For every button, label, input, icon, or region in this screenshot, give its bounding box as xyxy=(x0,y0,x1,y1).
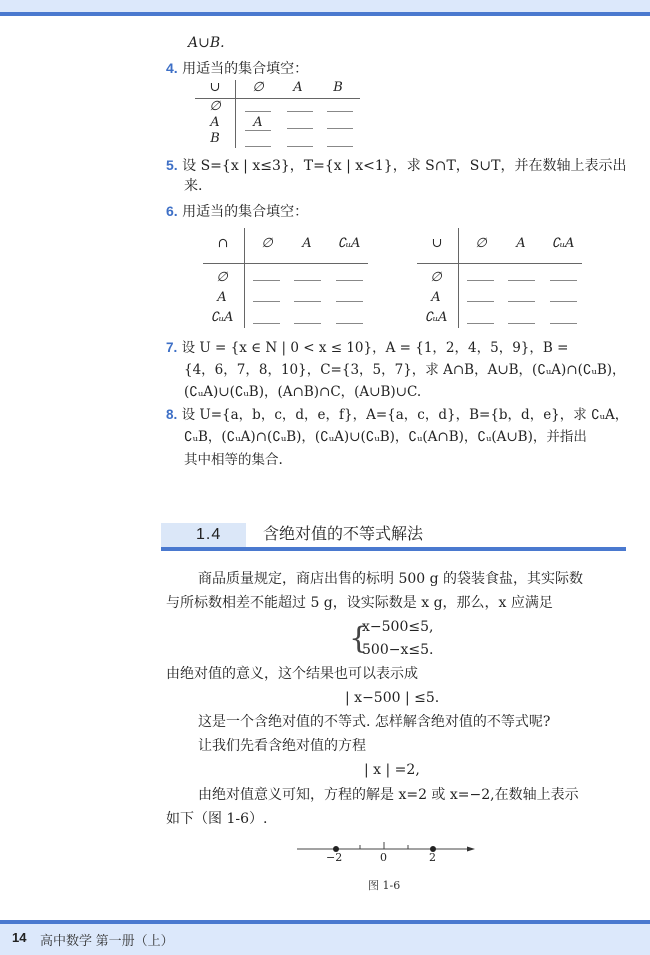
exercise-number: 6. xyxy=(166,203,178,219)
paragraph-1-line1: 商品质量规定，商店出售的标明 500 g 的袋装食盐，其实际数 xyxy=(198,571,584,587)
blank xyxy=(245,111,271,112)
paragraph-5-line2: 如下（图 1-6）. xyxy=(166,811,268,827)
exercise-5 xyxy=(166,155,626,176)
exercise-7 xyxy=(166,338,568,358)
blank xyxy=(245,130,271,131)
row-header: A xyxy=(431,290,441,305)
union-table-q6 xyxy=(417,228,582,328)
system-line-2: 500−x≤5. xyxy=(362,642,434,658)
row-header: ∅ xyxy=(430,270,442,285)
row-header: A xyxy=(217,290,227,305)
paragraph-4: 让我们先看含绝对值的方程 xyxy=(198,738,366,754)
row-header: A xyxy=(210,115,220,130)
number-line xyxy=(295,838,480,868)
row-header: ∁ᵤA xyxy=(210,310,234,325)
exercise-7-line2: {4，6，7，8，10}，C={3，5，7}，求 A∩B，A∪B，(∁ᵤA)∩(∁ᵤB)， xyxy=(184,362,626,378)
exercise-number: 7. xyxy=(166,340,178,355)
row-header: B xyxy=(210,131,220,146)
row-header: ∅ xyxy=(216,270,228,285)
filled-cell: A xyxy=(253,115,263,130)
table-operator: ∩ xyxy=(217,236,229,251)
exercise-8-line3: 其中相等的集合. xyxy=(184,452,283,468)
blank xyxy=(287,111,313,112)
section-title: 含绝对值的不等式解法 xyxy=(263,526,424,543)
exercise-number: 5. xyxy=(166,157,178,173)
figure-caption: 图 1-6 xyxy=(368,879,401,892)
row-header: ∁ᵤA xyxy=(424,310,448,325)
header-band xyxy=(0,0,650,12)
section-number: 1.4 xyxy=(196,526,222,543)
table-operator: ∪ xyxy=(431,236,443,251)
blank xyxy=(245,146,271,147)
tick-label: 2 xyxy=(429,851,436,864)
prev-exercise-tail: A∪B. xyxy=(188,35,225,51)
intersection-table-q6 xyxy=(203,228,368,328)
exercise-text: 用适当的集合填空： xyxy=(182,204,309,220)
col-header: ∁ᵤA xyxy=(551,236,575,251)
system-brace: { xyxy=(349,621,369,656)
exercise-4 xyxy=(166,58,308,79)
page-number: 14 xyxy=(12,930,27,945)
exercise-6 xyxy=(166,201,308,222)
system-line-1: x−500≤5, xyxy=(362,619,434,635)
exercise-text-line1: 设 S={x | x≤3}，T={x | x<1}，求 S∩T，S∪T，并在数轴上表示出 xyxy=(182,158,627,174)
col-header: ∁ᵤA xyxy=(337,236,361,251)
book-title: 高中数学 第一册（上） xyxy=(40,933,174,948)
exercise-7-line3: (∁ᵤA)∪(∁ᵤB)，(A∩B)∩C，(A∪B)∪C. xyxy=(184,384,422,400)
blank xyxy=(327,146,353,147)
table-operator: ∪ xyxy=(209,80,221,95)
tick-label: −2 xyxy=(326,851,343,864)
blank xyxy=(327,111,353,112)
exercise-number: 4. xyxy=(166,60,178,76)
equation-1: | x−500 | ≤5. xyxy=(345,690,440,706)
blank xyxy=(287,146,313,147)
col-header: ∅ xyxy=(252,80,264,95)
paragraph-1-line2: 与所标数相差不能超过 5 g，设实际数是 x g，那么，x 应满足 xyxy=(166,595,553,611)
number-line-figure xyxy=(295,838,480,868)
section-rule xyxy=(161,547,626,551)
blank xyxy=(287,128,313,129)
equation-2: | x | =2, xyxy=(364,762,420,778)
col-header: A xyxy=(302,236,312,251)
union-table-q4 xyxy=(195,80,365,148)
exercise-number: 8. xyxy=(166,407,178,422)
tick-label: 0 xyxy=(380,851,387,864)
col-header: A xyxy=(293,80,303,95)
col-header: ∅ xyxy=(261,236,273,251)
paragraph-2: 由绝对值的意义，这个结果也可以表示成 xyxy=(166,666,418,682)
col-header: B xyxy=(333,80,343,95)
col-header: A xyxy=(516,236,526,251)
row-header: ∅ xyxy=(209,99,221,114)
blank xyxy=(327,128,353,129)
exercise-text: 用适当的集合填空： xyxy=(182,61,309,77)
exercise-8-line2: ∁ᵤB，(∁ᵤA)∩(∁ᵤB)，(∁ᵤA)∪(∁ᵤB)，∁ᵤ(A∩B)，∁ᵤ(A∪B)，并指出 xyxy=(184,429,587,445)
col-header: ∅ xyxy=(475,236,487,251)
exercise-text-line1: 设 U = {x ∈ N | 0 < x ≤ 10}，A = {1，2，4，5，9}，B = xyxy=(181,340,569,356)
exercise-8 xyxy=(166,405,628,425)
paragraph-5-line1: 由绝对值意义可知，方程的解是 x=2 或 x=−2,在数轴上表示 xyxy=(198,787,579,803)
paragraph-3: 这是一个含绝对值的不等式. 怎样解含绝对值的不等式呢? xyxy=(198,714,551,730)
exercise-text-line1: 设 U={a，b，c，d，e，f}，A={a，c，d}，B={b，d，e}，求 ∁ᵤA， xyxy=(181,407,629,423)
exercise-5-line2: 来. xyxy=(184,178,203,194)
header-rule xyxy=(0,12,650,16)
